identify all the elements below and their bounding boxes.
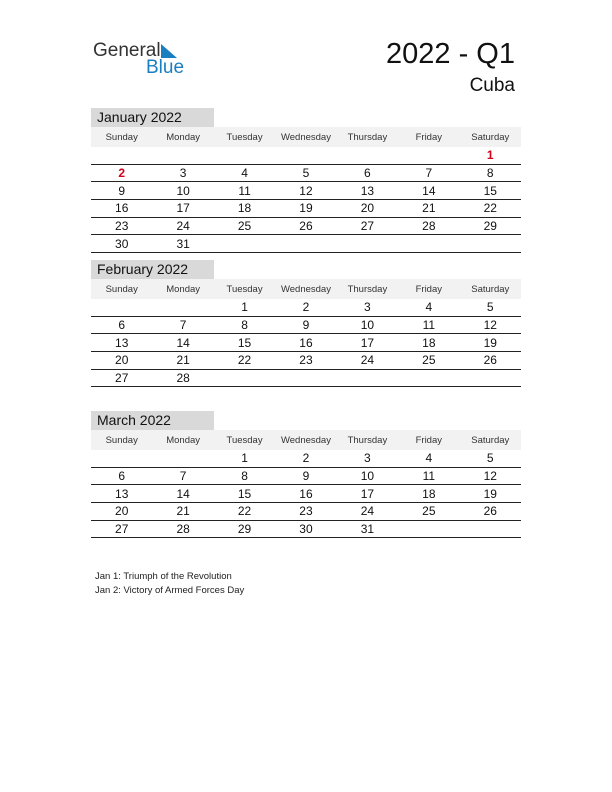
week-row: [91, 352, 521, 370]
day-cell: 12: [275, 182, 336, 200]
day-cell: 31: [152, 235, 213, 253]
day-cell: 13: [337, 182, 398, 200]
day-cell: 8: [214, 467, 275, 485]
day-cell: [214, 235, 275, 253]
calendar-grid: [91, 279, 521, 387]
day-cell: 24: [337, 352, 398, 370]
day-cell: 31: [337, 520, 398, 538]
weekday-header-row: [91, 279, 521, 299]
week-row: [91, 334, 521, 352]
weekday-label: Tuesday: [214, 430, 275, 450]
day-cell: [214, 147, 275, 164]
day-cell: 27: [337, 217, 398, 235]
day-cell: 23: [275, 503, 336, 521]
logo-flag-icon: [161, 44, 177, 58]
day-cell: 21: [398, 200, 459, 218]
calendar-grid: [91, 430, 521, 538]
weekday-label: Sunday: [91, 279, 152, 299]
day-cell: [337, 369, 398, 387]
day-cell: 5: [460, 299, 521, 316]
day-cell: 10: [337, 467, 398, 485]
weekday-label: Friday: [398, 430, 459, 450]
day-cell: 16: [91, 200, 152, 218]
week-row: [91, 503, 521, 521]
holiday-day-cell: 2: [91, 164, 152, 182]
week-row: [91, 467, 521, 485]
day-cell: [275, 147, 336, 164]
week-row: [91, 316, 521, 334]
day-cell: 9: [275, 467, 336, 485]
week-row: [91, 200, 521, 218]
day-cell: 3: [337, 450, 398, 467]
day-cell: 23: [91, 217, 152, 235]
day-cell: 22: [214, 503, 275, 521]
day-cell: 30: [91, 235, 152, 253]
day-cell: 29: [214, 520, 275, 538]
day-cell: 24: [152, 217, 213, 235]
day-cell: 15: [214, 334, 275, 352]
day-cell: 16: [275, 485, 336, 503]
day-cell: 24: [337, 503, 398, 521]
day-cell: 8: [460, 164, 521, 182]
day-cell: 5: [460, 450, 521, 467]
month-title: March 2022: [91, 411, 214, 430]
weekday-header-row: [91, 430, 521, 450]
month-title: January 2022: [91, 108, 214, 127]
day-cell: 3: [152, 164, 213, 182]
month-february: [91, 260, 521, 387]
day-cell: 28: [152, 520, 213, 538]
weekday-label: Wednesday: [275, 430, 336, 450]
day-cell: [275, 369, 336, 387]
day-cell: 21: [152, 503, 213, 521]
day-cell: 10: [337, 316, 398, 334]
day-cell: 18: [398, 485, 459, 503]
day-cell: 2: [275, 299, 336, 316]
day-cell: 15: [214, 485, 275, 503]
day-cell: 4: [398, 299, 459, 316]
day-cell: 4: [214, 164, 275, 182]
day-cell: 13: [91, 485, 152, 503]
weekday-header-row: [91, 127, 521, 147]
day-cell: [398, 147, 459, 164]
week-row: [91, 147, 521, 164]
day-cell: [91, 299, 152, 316]
weekday-label: Saturday: [460, 430, 521, 450]
day-cell: 22: [214, 352, 275, 370]
day-cell: 18: [398, 334, 459, 352]
day-cell: 16: [275, 334, 336, 352]
weekday-label: Monday: [152, 279, 213, 299]
day-cell: 14: [152, 485, 213, 503]
day-cell: 14: [152, 334, 213, 352]
week-row: [91, 520, 521, 538]
day-cell: 7: [152, 316, 213, 334]
day-cell: 11: [398, 467, 459, 485]
day-cell: 12: [460, 316, 521, 334]
page-title: 2022 - Q1: [386, 38, 515, 70]
weekday-label: Tuesday: [214, 127, 275, 147]
day-cell: 22: [460, 200, 521, 218]
day-cell: 17: [152, 200, 213, 218]
day-cell: [91, 450, 152, 467]
weekday-label: Saturday: [460, 127, 521, 147]
holiday-day-cell: 1: [460, 147, 521, 164]
country-name: Cuba: [469, 75, 515, 96]
week-row: [91, 182, 521, 200]
weekday-label: Friday: [398, 279, 459, 299]
weekday-label: Thursday: [337, 279, 398, 299]
weekday-label: Monday: [152, 127, 213, 147]
day-cell: 23: [275, 352, 336, 370]
day-cell: 25: [398, 352, 459, 370]
month-march: [91, 411, 521, 538]
day-cell: 11: [398, 316, 459, 334]
month-january: [91, 108, 521, 253]
day-cell: 28: [398, 217, 459, 235]
day-cell: 6: [91, 467, 152, 485]
day-cell: [337, 147, 398, 164]
day-cell: 15: [460, 182, 521, 200]
day-cell: [152, 147, 213, 164]
day-cell: 25: [398, 503, 459, 521]
day-cell: 21: [152, 352, 213, 370]
weekday-label: Wednesday: [275, 279, 336, 299]
day-cell: 9: [91, 182, 152, 200]
day-cell: 8: [214, 316, 275, 334]
week-row: [91, 369, 521, 387]
week-row: [91, 217, 521, 235]
day-cell: 11: [214, 182, 275, 200]
day-cell: 17: [337, 485, 398, 503]
day-cell: [398, 369, 459, 387]
weekday-label: Sunday: [91, 127, 152, 147]
week-row: [91, 235, 521, 253]
day-cell: [337, 235, 398, 253]
logo-general-text: General: [93, 40, 161, 61]
weekday-label: Thursday: [337, 430, 398, 450]
day-cell: 27: [91, 369, 152, 387]
day-cell: 12: [460, 467, 521, 485]
weekday-label: Saturday: [460, 279, 521, 299]
weekday-label: Monday: [152, 430, 213, 450]
day-cell: [275, 235, 336, 253]
day-cell: 26: [460, 352, 521, 370]
day-cell: 27: [91, 520, 152, 538]
day-cell: 5: [275, 164, 336, 182]
week-row: [91, 450, 521, 467]
day-cell: 6: [91, 316, 152, 334]
day-cell: 30: [275, 520, 336, 538]
weekday-label: Sunday: [91, 430, 152, 450]
weekday-label: Friday: [398, 127, 459, 147]
holiday-note: Jan 2: Victory of Armed Forces Day: [95, 584, 245, 596]
day-cell: 10: [152, 182, 213, 200]
day-cell: 20: [337, 200, 398, 218]
day-cell: [460, 520, 521, 538]
day-cell: [152, 299, 213, 316]
logo-blue-text: Blue: [146, 57, 185, 78]
day-cell: 14: [398, 182, 459, 200]
day-cell: 7: [398, 164, 459, 182]
weekday-label: Tuesday: [214, 279, 275, 299]
day-cell: 1: [214, 299, 275, 316]
week-row: [91, 164, 521, 182]
day-cell: 29: [460, 217, 521, 235]
week-row: [91, 299, 521, 316]
day-cell: 19: [275, 200, 336, 218]
day-cell: 19: [460, 334, 521, 352]
day-cell: 26: [275, 217, 336, 235]
day-cell: 28: [152, 369, 213, 387]
day-cell: 25: [214, 217, 275, 235]
day-cell: [398, 520, 459, 538]
day-cell: 4: [398, 450, 459, 467]
day-cell: 1: [214, 450, 275, 467]
weekday-label: Thursday: [337, 127, 398, 147]
day-cell: [398, 235, 459, 253]
month-title: February 2022: [91, 260, 214, 279]
day-cell: 9: [275, 316, 336, 334]
calendar-grid: [91, 127, 521, 253]
day-cell: [91, 147, 152, 164]
day-cell: 19: [460, 485, 521, 503]
logo: [93, 40, 193, 80]
day-cell: 17: [337, 334, 398, 352]
day-cell: [460, 235, 521, 253]
day-cell: 2: [275, 450, 336, 467]
day-cell: 20: [91, 503, 152, 521]
weekday-label: Wednesday: [275, 127, 336, 147]
day-cell: 20: [91, 352, 152, 370]
holiday-note: Jan 1: Triumph of the Revolution: [95, 571, 232, 582]
week-row: [91, 485, 521, 503]
day-cell: [152, 450, 213, 467]
day-cell: [460, 369, 521, 387]
day-cell: 13: [91, 334, 152, 352]
day-cell: [214, 369, 275, 387]
day-cell: 3: [337, 299, 398, 316]
day-cell: 6: [337, 164, 398, 182]
holiday-notes: [95, 570, 244, 597]
day-cell: 18: [214, 200, 275, 218]
day-cell: 7: [152, 467, 213, 485]
day-cell: 26: [460, 503, 521, 521]
